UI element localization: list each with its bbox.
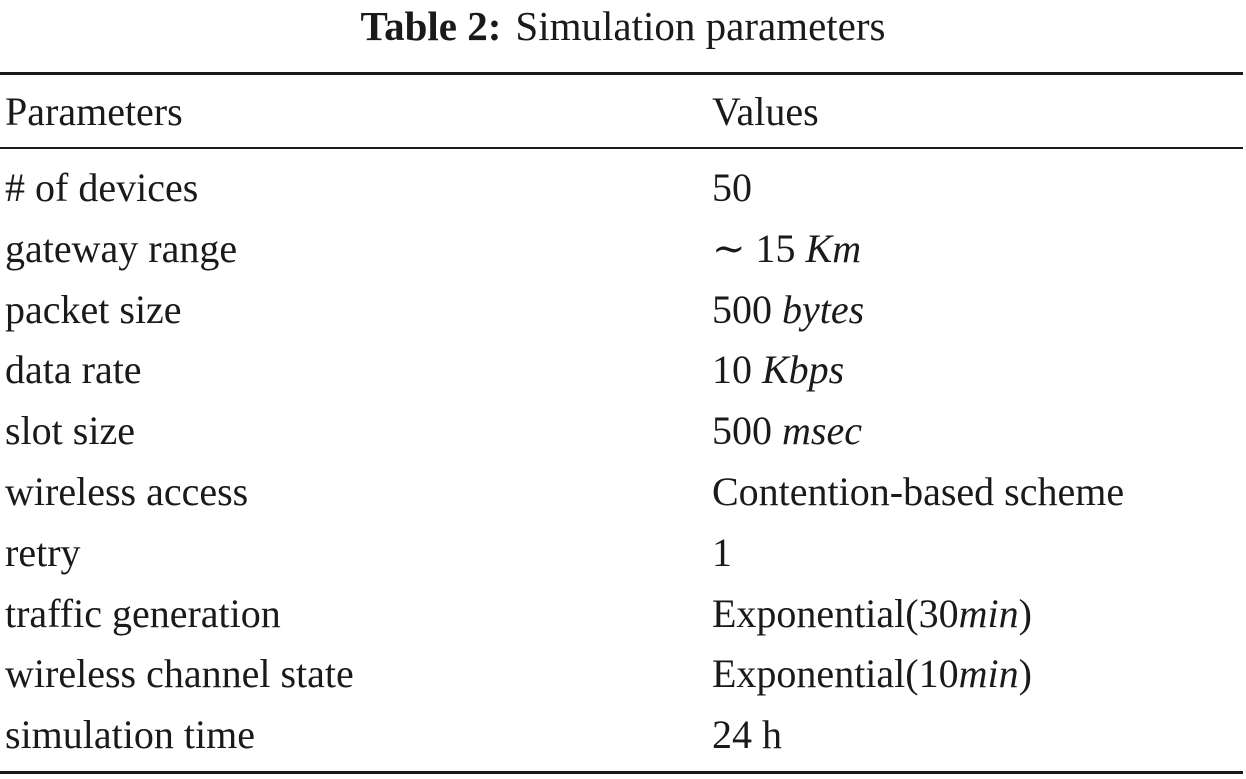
caption-label: Table 2: <box>360 3 502 49</box>
cell-parameter: simulation time <box>5 712 255 757</box>
cell-parameter: packet size <box>5 287 182 332</box>
cell-parameter: data rate <box>5 347 142 392</box>
table-header-row <box>0 82 1243 142</box>
cell-value <box>712 340 844 400</box>
table-row <box>0 401 1243 461</box>
value-unit: min <box>958 651 1019 696</box>
cell-value <box>712 158 752 218</box>
value-num: Exponential(30 <box>712 591 959 636</box>
value-num: 500 <box>712 287 782 332</box>
value-num: 50 <box>712 165 752 210</box>
value-unit: msec <box>782 408 862 453</box>
bottom-rule <box>0 771 1243 774</box>
caption-title: Simulation parameters <box>515 3 886 49</box>
table-row <box>0 705 1243 765</box>
cell-parameter: wireless access <box>5 469 249 514</box>
value-num: 10 <box>712 347 762 392</box>
cell-parameter: gateway range <box>5 226 238 271</box>
table-row <box>0 584 1243 644</box>
cell-parameter: wireless channel state <box>5 651 354 696</box>
cell-value <box>712 219 861 279</box>
value-num: 500 <box>712 408 782 453</box>
value-post: ) <box>1018 651 1032 696</box>
cell-value <box>712 280 864 340</box>
table-row <box>0 280 1243 340</box>
value-unit: min <box>958 591 1019 636</box>
header-values: Values <box>712 89 819 134</box>
cell-value <box>712 584 1032 644</box>
header-parameters: Parameters <box>5 89 183 134</box>
header-rule <box>0 147 1243 149</box>
table-row <box>0 340 1243 400</box>
value-num: ∼ 15 <box>712 226 806 271</box>
table-caption <box>0 2 1246 50</box>
table-row <box>0 158 1243 218</box>
cell-value <box>712 462 1124 522</box>
value-num: 24 h <box>712 712 782 757</box>
value-num: Contention-based scheme <box>712 469 1125 514</box>
value-post: ) <box>1018 591 1032 636</box>
cell-value <box>712 401 862 461</box>
table-row <box>0 219 1243 279</box>
top-rule <box>0 72 1243 75</box>
cell-value <box>712 523 732 583</box>
value-unit: Kbps <box>762 347 845 392</box>
table-row <box>0 644 1243 704</box>
table-row <box>0 523 1243 583</box>
cell-value <box>712 705 782 765</box>
cell-parameter: traffic generation <box>5 591 281 636</box>
cell-value <box>712 644 1032 704</box>
cell-parameter: slot size <box>5 408 135 453</box>
value-num: 1 <box>712 530 732 575</box>
value-unit: Km <box>805 226 862 271</box>
value-num: Exponential(10 <box>712 651 959 696</box>
cell-parameter: # of devices <box>5 165 199 210</box>
cell-parameter: retry <box>5 530 81 575</box>
value-unit: bytes <box>782 287 865 332</box>
table-row <box>0 462 1243 522</box>
